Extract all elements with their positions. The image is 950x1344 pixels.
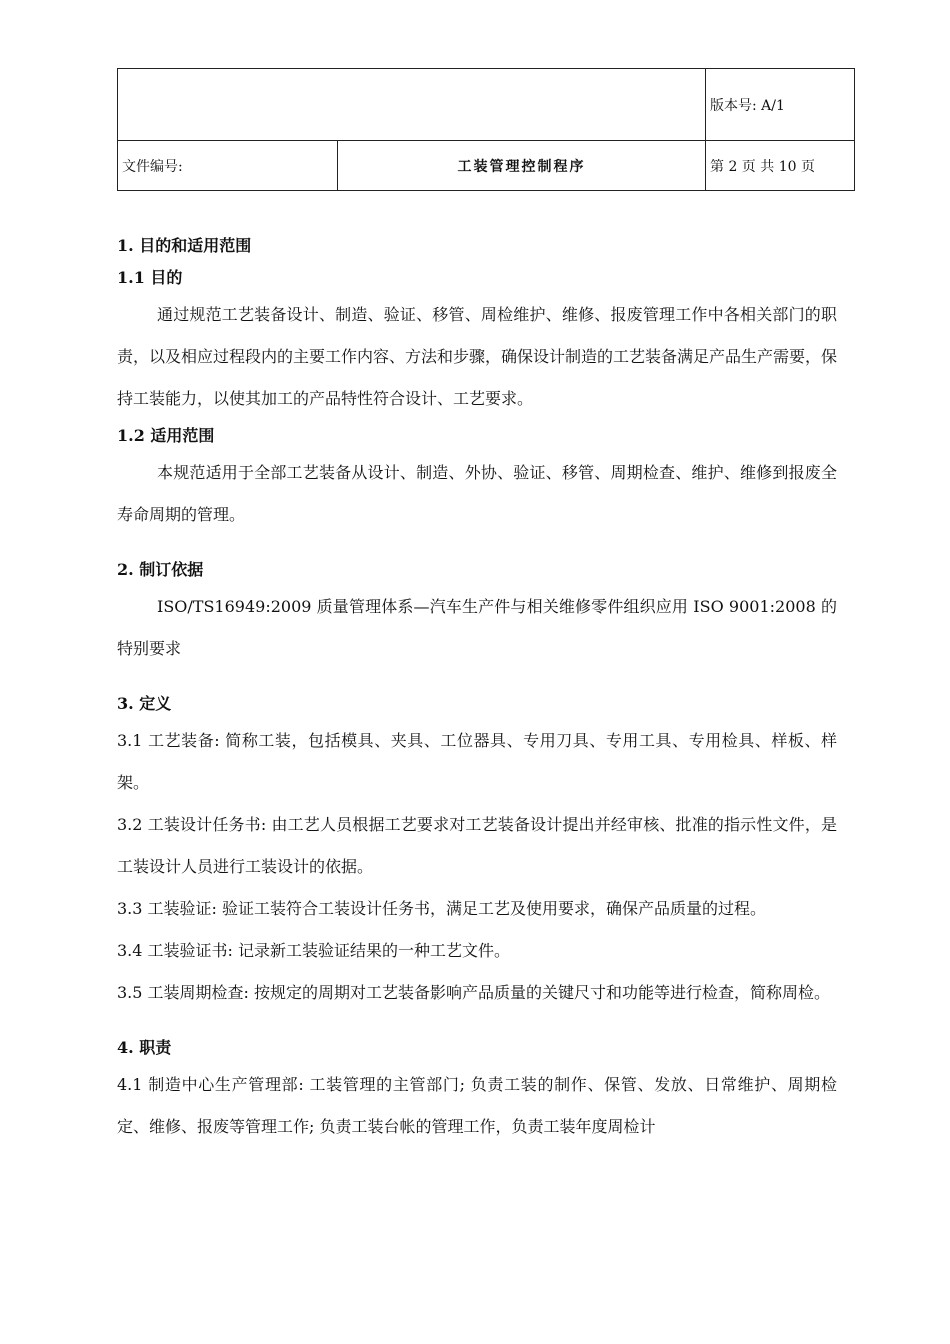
section-1-2-heading: 1.2 适用范围 (117, 426, 215, 445)
definition-3-1: 3.1 工艺装备: 简称工装，包括模具、夹具、工位器具、专用刀具、专用工具、专用检具、样板、样架。 (117, 731, 837, 792)
section-1-2-text: 本规范适用于全部工艺装备从设计、制造、外协、验证、移管、周期检查、维护、维修到报废全寿命周期的管理。 (117, 463, 837, 524)
definition-3-5: 3.5 工装周期检查: 按规定的周期对工艺装备影响产品质量的关键尺寸和功能等进行检查，简称周检。 (117, 983, 831, 1002)
section-2-heading: 2. 制订依据 (117, 560, 204, 579)
page-info: 第 2 页 共 10 页 (706, 141, 855, 191)
header-blank-cell (118, 69, 706, 141)
version-number: 版本号: A/1 (706, 69, 855, 141)
section-3-heading: 3. 定义 (117, 694, 172, 713)
document-title: 工装管理控制程序 (338, 141, 706, 191)
section-1-1-heading: 1.1 目的 (117, 268, 183, 287)
section-1-heading: 1. 目的和适用范围 (117, 236, 252, 255)
definition-3-2: 3.2 工装设计任务书: 由工艺人员根据工艺要求对工艺装备设计提出并经审核、批准的指示性文件，是工装设计人员进行工装设计的依据。 (117, 815, 837, 876)
section-4-heading: 4. 职责 (117, 1038, 172, 1057)
definition-3-4: 3.4 工装验证书: 记录新工装验证结果的一种工艺文件。 (117, 941, 511, 960)
responsibility-4-1: 4.1 制造中心生产管理部: 工装管理的主管部门; 负责工装的制作、保管、发放、日常维护、周期检定、维修、报废等管理工作; 负责工装台帐的管理工作，负责工装年度周检计 (117, 1075, 837, 1136)
definition-3-3: 3.3 工装验证: 验证工装符合工装设计任务书，满足工艺及使用要求，确保产品质量的过程。 (117, 899, 767, 918)
document-body (117, 230, 837, 1148)
file-number-label: 文件编号: (118, 141, 338, 191)
document-header-table (117, 68, 855, 191)
section-1-1-text: 通过规范工艺装备设计、制造、验证、移管、周检维护、维修、报废管理工作中各相关部门的职责，以及相应过程段内的主要工作内容、方法和步骤，确保设计制造的工艺装备满足产品生产需要，保持工装能力，以使其加工的产品特性符合设计、工艺要求。 (117, 305, 838, 408)
section-2-text: ISO/TS16949:2009 质量管理体系—汽车生产件与相关维修零件组织应用 ISO 9001:2008 的特别要求 (117, 597, 837, 658)
